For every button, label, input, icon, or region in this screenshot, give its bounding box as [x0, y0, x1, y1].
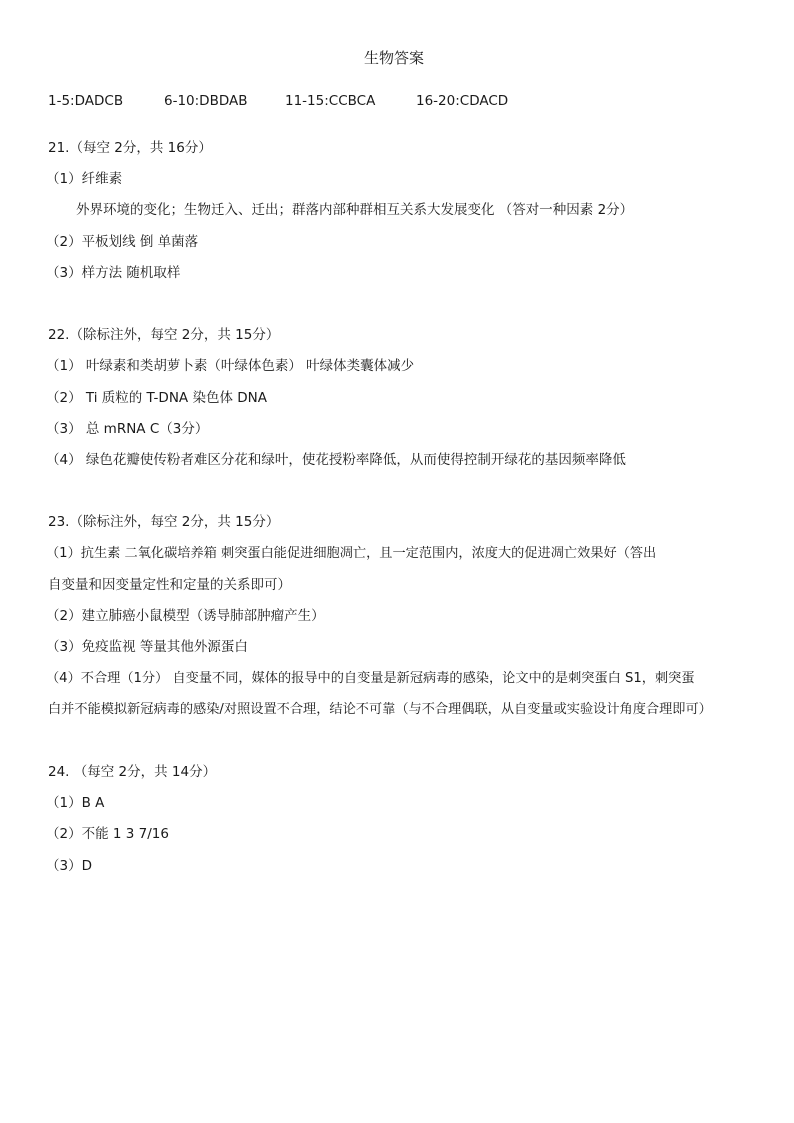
q23-header: 23.（除标注外，每空 2分，共 15分） [48, 514, 280, 530]
q22-answer-3: （3） 总 mRNA C（3分） [46, 421, 209, 437]
q23-answer-3: （3）免疫监视 等量其他外源蛋白 [46, 639, 248, 655]
q23-answer-2: （2）建立肺癌小鼠模型（诱导肺部肿瘤产生） [46, 608, 325, 624]
q22-answer-4: （4） 绿色花瓣使传粉者难区分花和绿叶，使花授粉率降低，从而使得控制开绿花的基因频率降低 [46, 452, 626, 468]
q23-answer-1: （1）抗生素 二氧化碳培养箱 刺突蛋白能促进细胞凋亡，且一定范围内，浓度大的促进凋亡效果好（答出 [46, 546, 657, 561]
q24-answer-1: （1）B A [46, 795, 105, 811]
page-title: 生物答案 [364, 49, 425, 67]
q23-answer-4: （4）不合理（1分） 自变量不同，媒体的报导中的自变量是新冠病毒的感染，论文中的是刺突蛋白 S1，刺突蛋 [46, 671, 695, 686]
q21-answer-2: （2）平板划线 倒 单菌落 [46, 234, 199, 250]
q21-answer-3: （3）样方法 随机取样 [46, 265, 181, 281]
q21-answer-1-detail: 外界环境的变化；生物迁入、迁出；群落内部种群相互关系大发展变化 （答对一种因素 2分） [76, 202, 634, 218]
mc-answer-11-15: 11-15:CCBCA [285, 93, 376, 109]
q24-answer-3: （3）D [46, 858, 92, 874]
q22-header: 22.（除标注外，每空 2分，共 15分） [48, 327, 280, 343]
q21-header: 21.（每空 2分，共 16分） [48, 140, 212, 156]
mc-answer-1-5: 1-5:DADCB [48, 93, 124, 109]
mc-answer-16-20: 16-20:CDACD [416, 93, 509, 109]
q23-answer-4-cont: 白并不能模拟新冠病毒的感染/对照设置不合理，结论不可靠（与不合理偶联，从自变量或实验设计角度合理即可） [48, 702, 712, 717]
q24-header: 24. （每空 2分，共 14分） [48, 764, 217, 780]
q24-answer-2: （2）不能 1 3 7/16 [46, 826, 169, 842]
q22-answer-1: （1） 叶绿素和类胡萝卜素（叶绿体色素） 叶绿体类囊体减少 [46, 358, 415, 374]
q21-answer-1: （1）纤维素 [46, 171, 123, 187]
q23-answer-1-cont: 自变量和因变量定性和定量的关系即可） [48, 577, 291, 593]
mc-answer-6-10: 6-10:DBDAB [164, 93, 248, 109]
q22-answer-2: （2） Ti 质粒的 T-DNA 染色体 DNA [46, 390, 267, 406]
